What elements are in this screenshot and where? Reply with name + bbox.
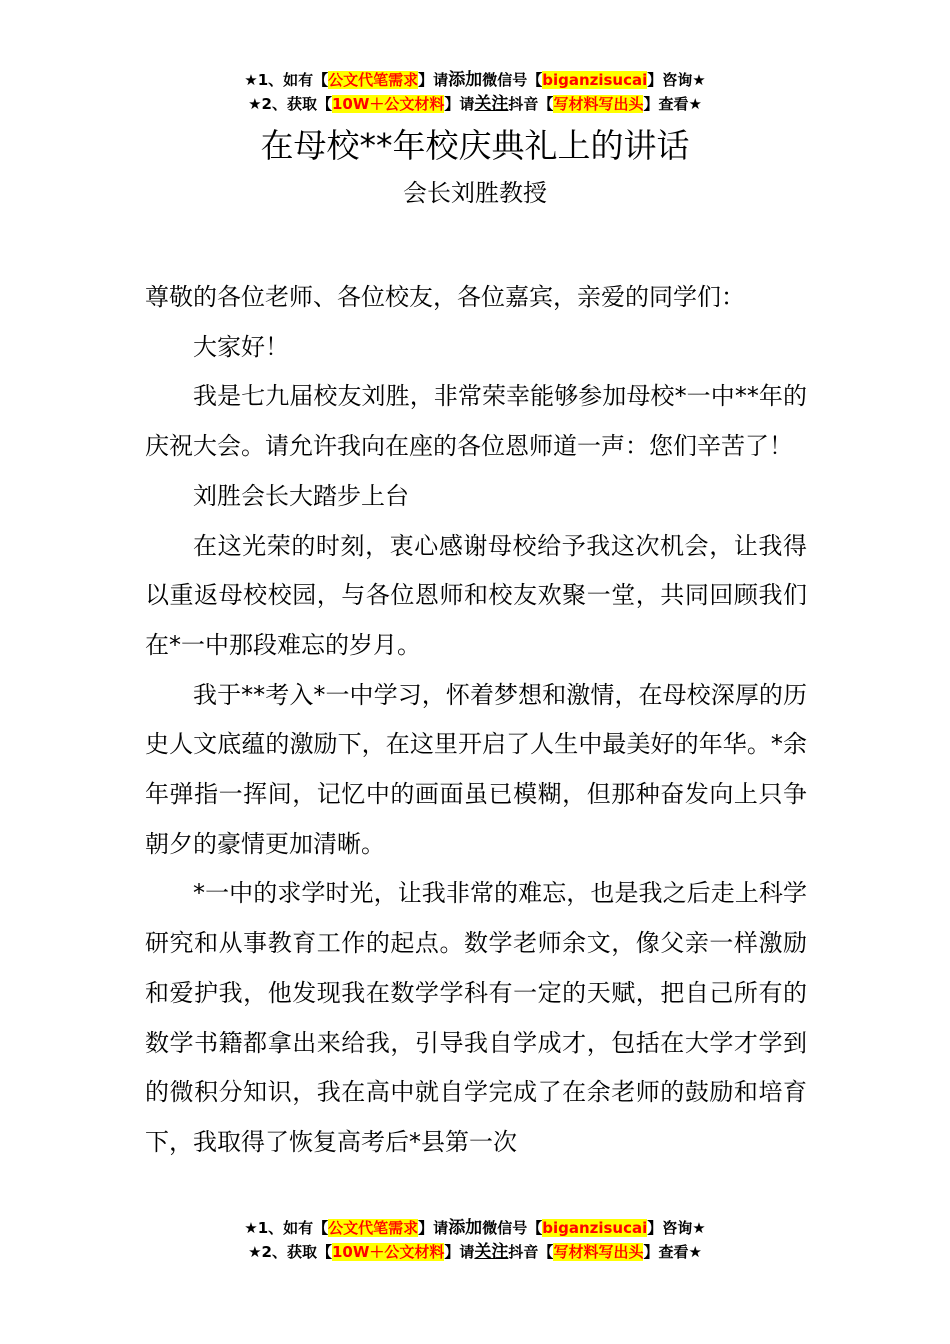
footer-line-1-highlight-wechat: biganzisucai: [542, 1219, 648, 1237]
banner-line-1-highlight-service: 公文代笔需求: [328, 71, 419, 89]
banner-line-1: [0, 68, 950, 92]
banner-line-1-mid: 】请: [418, 71, 449, 89]
footer-line-2-mid2: 抖音【: [508, 1243, 554, 1261]
footer-line-2-emphasis: 关注: [474, 1242, 509, 1262]
footer-line-1-mid2: 微信号【: [482, 1219, 543, 1237]
footer-line-2-mid: 】请: [444, 1243, 475, 1261]
body-paragraph: 大家好！: [193, 332, 289, 361]
body-paragraph: 我于**考入*一中学习，怀着梦想和激情，在母校深厚的历史人文底蕴的激励下，在这里开启了人生中最美好的年华。*余年弹指一挥间，记忆中的画面虽已模糊，但那种奋发向上只争朝夕的豪情更加清晰。: [145, 680, 807, 858]
body-paragraph: 在这光荣的时刻，衷心感谢母校给予我这次机会，让我得以重返母校校园，与各位恩师和校友欢聚一堂，共同回顾我们在*一中那段难忘的岁月。: [145, 531, 807, 659]
document-subtitle: 会长刘胜教授: [403, 179, 547, 207]
salutation-paragraph: 尊敬的各位老师、各位校友，各位嘉宾，亲爱的同学们：: [145, 283, 745, 311]
footer-line-2-suffix: 】查看★: [643, 1243, 702, 1261]
footer-line-1-highlight-service: 公文代笔需求: [328, 1219, 419, 1237]
banner-line-2-mid: 】请: [444, 95, 475, 113]
banner-line-2-highlight-douyin: 写材料写出头: [553, 95, 644, 113]
banner-line-1-suffix: 】咨询★: [647, 71, 706, 89]
banner-line-2-highlight-materials: 10W＋公文材料: [331, 95, 445, 113]
body-paragraph: *一中的求学时光，让我非常的难忘，也是我之后走上科学研究和从事教育工作的起点。数学老师余文，像父亲一样激励和爱护我，他发现我在数学学科有一定的天赋，把自己所有的数学书籍都拿出来给我，引导我自学成才，包括在大学才学到的微积分知识，我在高中就自学完成了在余老师的鼓励和培育下，我取得了恢复高考后*县第一次: [145, 879, 807, 1156]
footer-banner: [0, 1216, 950, 1264]
footer-line-2-highlight-douyin: 写材料写出头: [553, 1243, 644, 1261]
footer-line-2-prefix: ★2、获取【: [248, 1243, 332, 1261]
footer-line-1-suffix: 】咨询★: [647, 1219, 706, 1237]
banner-line-2-suffix: 】查看★: [643, 95, 702, 113]
document-title: 在母校**年校庆典礼上的讲话: [260, 126, 690, 165]
banner-line-2: [0, 92, 950, 116]
banner-line-1-highlight-wechat: biganzisucai: [542, 71, 648, 89]
banner-line-2-prefix: ★2、获取【: [248, 95, 332, 113]
banner-line-1-prefix: ★1、如有【: [244, 71, 329, 89]
body-paragraph: 刘胜会长大踏步上台: [193, 481, 409, 510]
header-banner: [0, 68, 950, 116]
banner-line-1-mid2: 微信号【: [482, 71, 543, 89]
footer-line-1-emphasis: 添加: [448, 1218, 483, 1238]
document-body: [145, 273, 807, 1168]
banner-line-2-emphasis: 关注: [474, 94, 509, 114]
footer-line-1-mid: 】请: [418, 1219, 449, 1237]
body-paragraph: 我是七九届校友刘胜，非常荣幸能够参加母校*一中**年的庆祝大会。请允许我向在座的各位恩师道一声：您们辛苦了！: [145, 382, 807, 461]
footer-line-1-prefix: ★1、如有【: [244, 1219, 329, 1237]
footer-line-1: [0, 1216, 950, 1240]
footer-line-2-highlight-materials: 10W＋公文材料: [331, 1243, 445, 1261]
banner-line-1-emphasis: 添加: [448, 70, 483, 90]
footer-line-2: [0, 1240, 950, 1264]
banner-line-2-mid2: 抖音【: [508, 95, 554, 113]
